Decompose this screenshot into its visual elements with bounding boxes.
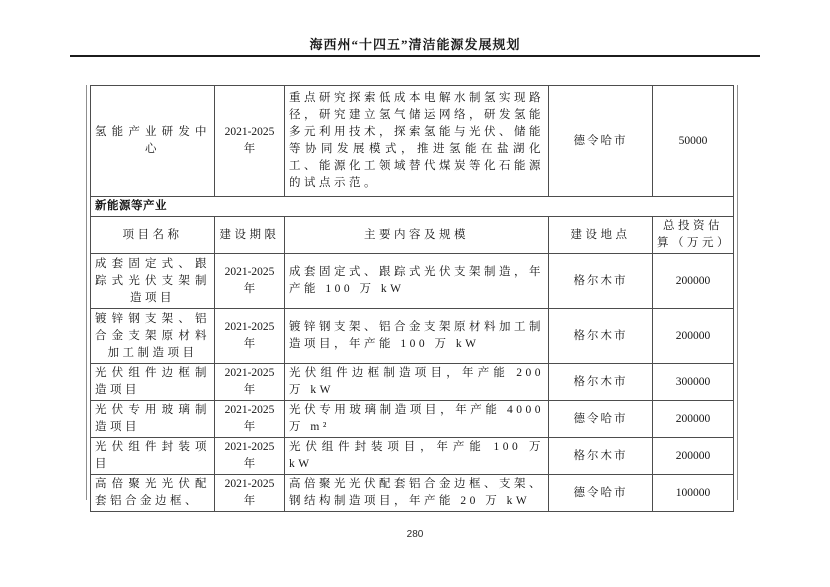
column-header-name: 项目名称 [91, 217, 215, 254]
main-content-cell: 光伏专用玻璃制造项目，年产能 4000 万 m² [285, 401, 549, 438]
project-name-cell: 氢能产业研发中心 [91, 86, 215, 197]
table-row [91, 364, 734, 401]
construction-period-cell: 2021-2025年 [215, 86, 285, 197]
construction-period-cell: 2021-2025年 [215, 401, 285, 438]
investment-cell: 200000 [653, 401, 734, 438]
construction-location-cell: 格尔木市 [549, 254, 653, 309]
table-row [91, 475, 734, 512]
table-row [91, 254, 734, 309]
construction-period-cell: 2021-2025年 [215, 438, 285, 475]
construction-location-cell: 格尔木市 [549, 309, 653, 364]
table-row [91, 438, 734, 475]
page-title: 海西州“十四五”清洁能源发展规划 [309, 37, 521, 52]
column-header-content: 主要内容及规模 [285, 217, 549, 254]
page-number: 280 [406, 529, 424, 540]
construction-period-cell: 2021-2025年 [215, 364, 285, 401]
main-content-cell: 高倍聚光光伏配套铝合金边框、支架、钢结构制造项目，年产能 20 万 kW [285, 475, 549, 512]
investment-cell: 50000 [653, 86, 734, 197]
main-content-cell: 重点研究探索低成本电解水制氢实现路径，研究建立氢气储运网络，研发氢能多元利用技术，探索氢能与光伏、储能等协同发展模式，推进氢能在盐湖化工、能源化工领域替代煤炭等化石能源的试点示范。 [285, 86, 549, 197]
construction-location-cell: 德令哈市 [549, 475, 653, 512]
construction-period-cell: 2021-2025年 [215, 254, 285, 309]
investment-cell: 300000 [653, 364, 734, 401]
table-row [91, 309, 734, 364]
main-content-cell: 镀锌钢支架、铝合金支架原材料加工制造项目，年产能 100 万 kW [285, 309, 549, 364]
construction-location-cell: 德令哈市 [549, 401, 653, 438]
project-name-cell: 光伏专用玻璃制造项目 [91, 401, 215, 438]
main-content-cell: 光伏组件边框制造项目，年产能 200 万 kW [285, 364, 549, 401]
construction-location-cell: 德令哈市 [549, 86, 653, 197]
header-rule [70, 55, 760, 57]
table-outer-border-left [86, 85, 87, 500]
investment-cell: 100000 [653, 475, 734, 512]
project-name-cell: 镀锌钢支架、铝合金支架原材料加工制造项目 [91, 309, 215, 364]
column-header-investment: 总投资估算（万元） [653, 217, 734, 254]
table-header-row [91, 217, 734, 254]
project-name-cell: 成套固定式、跟踪式光伏支架制造项目 [91, 254, 215, 309]
main-content-cell: 成套固定式、跟踪式光伏支架制造，年产能 100 万 kW [285, 254, 549, 309]
investment-cell: 200000 [653, 254, 734, 309]
column-header-location: 建设地点 [549, 217, 653, 254]
construction-period-cell: 2021-2025年 [215, 475, 285, 512]
section-title-row [91, 197, 734, 217]
investment-cell: 200000 [653, 309, 734, 364]
project-name-cell: 光伏组件边框制造项目 [91, 364, 215, 401]
construction-period-cell: 2021-2025年 [215, 309, 285, 364]
main-content-cell: 光伏组件封装项目，年产能 100 万 kW [285, 438, 549, 475]
investment-cell: 200000 [653, 438, 734, 475]
table-row [91, 401, 734, 438]
construction-location-cell: 格尔木市 [549, 364, 653, 401]
project-name-cell: 高倍聚光光伏配套铝合金边框、 [91, 475, 215, 512]
project-name-cell: 光伏组件封装项目 [91, 438, 215, 475]
table-outer-border-right [737, 85, 738, 500]
construction-location-cell: 格尔木市 [549, 438, 653, 475]
table-row-hydrogen [91, 86, 734, 197]
projects-table [90, 85, 734, 512]
section-title: 新能源等产业 [91, 197, 734, 217]
column-header-period: 建设期限 [215, 217, 285, 254]
